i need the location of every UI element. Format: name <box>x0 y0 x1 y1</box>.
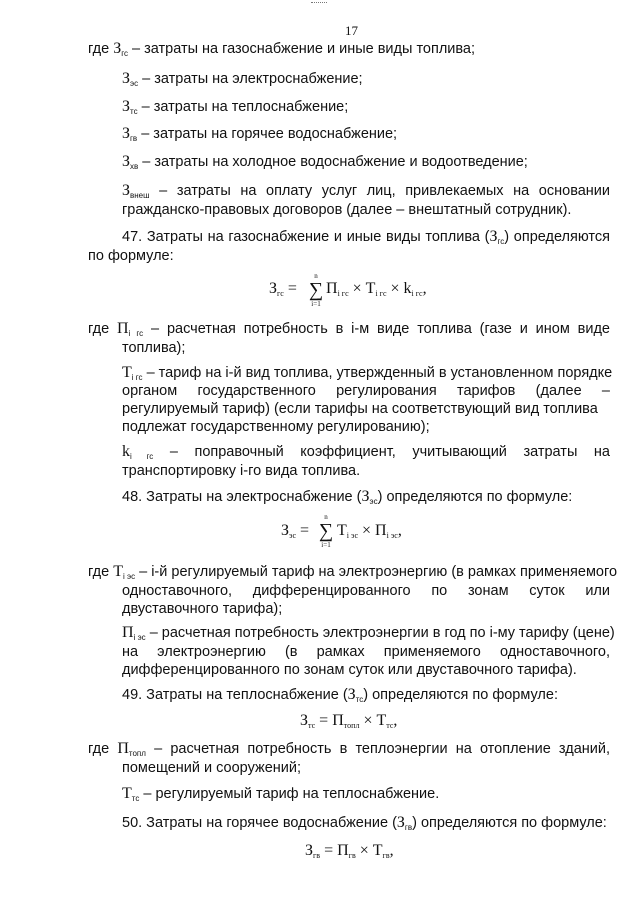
def-es: $З_{эс}$ – затраты на электроснабжение; <box>122 70 363 88</box>
p47-line1: 47. Затраты на газоснабжение и иные виды топлива $(З_{гс})$ определяются <box>122 228 611 246</box>
formula-es-terms: $Т_{i эс} \times П_{i эс}$, <box>337 522 402 540</box>
p49-line1: 49. Затраты на теплоснабжение $(З_{тс})$ определяются по формуле: <box>122 686 558 704</box>
def-gs: где $З_{гс}$ – затраты на газоснабжение и иные виды топлива; <box>88 40 476 58</box>
p47-def3-line2: транспортировку i-го вида топлива. <box>122 463 361 479</box>
p48-def2-line1: $П_{i эс}$ – расчетная потребность электроэнергии в год по i-му тарифу (цене) <box>122 624 615 642</box>
p47-def2-line2: органом государственного регулирования тарифов (далее – <box>122 383 610 399</box>
p49-def1-line2: помещений и сооружений; <box>122 760 301 776</box>
p48-def2-line3: дифференцированного по зонам суток или двуставочного тарифа). <box>122 662 577 678</box>
p48-def1-line3: двуставочного тарифа); <box>122 601 283 617</box>
def-hv: $З_{хв}$ – затраты на холодное водоснабжение и водоотведение; <box>122 153 528 171</box>
p48-def1-line1: где $Т_{i эс} - i-й$ регулируемый тариф на электроэнергию (в рамках применяемого <box>88 563 618 581</box>
def-vnesh-line1: $З_{внеш}$ – затраты на оплату услуг лиц, привлекаемых на основании <box>122 182 611 200</box>
p49-def1-line1: где $П_{топл}$ – расчетная потребность в теплоэнергии на отопление зданий, <box>88 740 611 758</box>
p47-def2-line1: $Т_{i гс}$ – тариф на i-й вид топлива, утвержденный в установленном порядке <box>122 364 613 382</box>
p47-def2-line3: регулируемый тариф) (если тарифы на соответствующий вид топлива <box>122 401 598 417</box>
formula-es: $З_{эс}$ = <box>281 522 310 540</box>
formula-gs-sigma: n ∑ i=1 <box>308 272 324 308</box>
def-ts: $З_{тс}$ – затраты на теплоснабжение; <box>122 98 349 116</box>
p47-line2: по формуле: <box>88 248 174 264</box>
def-vnesh-line2: гражданско-правовых договоров (далее – внештатный сотрудник). <box>122 202 572 218</box>
def-gv: $З_{гв}$ – затраты на горячее водоснабжение; <box>122 125 398 143</box>
p50-line1: 50. Затраты на горячее водоснабжение $(З_{гв})$ определяются по формуле: <box>122 814 607 832</box>
formula-gs-terms: $П_{i гс} \times Т_{i гс} \times k_{i гс}$, <box>326 280 427 298</box>
p49-def2-line1: $Т_{тс}$ – регулируемый тариф на теплоснабжение. <box>122 785 440 803</box>
p47-def2-line4: подлежат государственному регулированию); <box>122 419 430 435</box>
formula-gv: $З_{гв} = П_{гв} \times Т_{гв}$, <box>305 842 394 860</box>
p48-line1: 48. Затраты на электроснабжение $(З_{эс})$ определяются по формуле: <box>122 488 573 506</box>
scan-artifact <box>311 2 327 5</box>
page-number: 17 <box>345 23 358 38</box>
p48-def2-line2: на электроэнергию (в рамках применяемого одноставочного, <box>122 644 610 660</box>
p47-def3-line1: $k_{i гс}$ – поправочный коэффициент, учитывающий затраты на <box>122 443 610 461</box>
formula-es-sigma: n ∑ i=1 <box>318 513 334 549</box>
p47-def1-line2: топлива); <box>122 340 186 356</box>
p47-def1-line1: где $П_{i гс}$ – расчетная потребность в i-м виде топлива (газе и ином виде <box>88 320 610 338</box>
formula-ts: $З_{тс} = П_{топл} \times Т_{тс}$, <box>300 712 398 730</box>
formula-gs: $З_{гс}$ = <box>269 280 297 298</box>
p48-def1-line2: одноставочного, дифференцированного по зонам суток или <box>122 583 610 599</box>
